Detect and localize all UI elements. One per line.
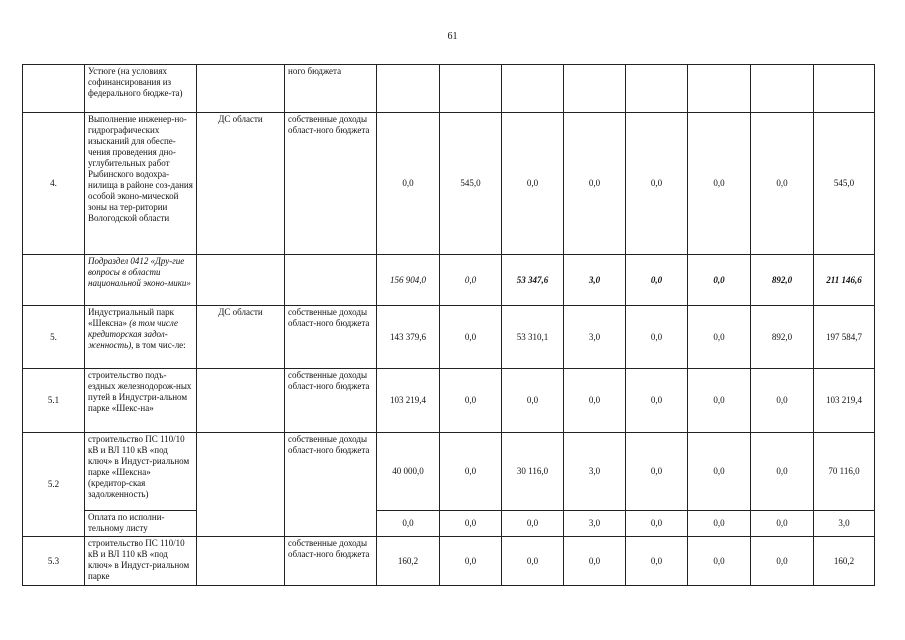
row-number-cell: 5.1 bbox=[23, 369, 85, 433]
value-cell: 53 310,1 bbox=[502, 306, 564, 369]
executor-cell bbox=[197, 369, 285, 433]
value-cell: 0,0 bbox=[564, 369, 626, 433]
value-cell bbox=[751, 65, 814, 113]
event-name-cell: строительство ПС 110/10 кВ и ВЛ 110 кВ «под ключ» в Индуст-риальном парке «Шексна» (кредитор-ская задолженность) bbox=[85, 433, 197, 511]
value-cell: 0,0 bbox=[440, 369, 502, 433]
value-cell: 0,0 bbox=[377, 113, 440, 255]
funding-source-cell: собственные доходы област-ного бюджета bbox=[285, 369, 377, 433]
executor-cell bbox=[197, 65, 285, 113]
value-cell: 40 000,0 bbox=[377, 433, 440, 511]
table-row bbox=[23, 113, 875, 255]
value-cell bbox=[688, 65, 751, 113]
row-number-cell: 5.3 bbox=[23, 537, 85, 586]
funding-source-cell: собственные доходы област-ного бюджета bbox=[285, 113, 377, 255]
value-cell: 0,0 bbox=[751, 511, 814, 537]
value-cell: 0,0 bbox=[626, 306, 688, 369]
value-cell: 160,2 bbox=[814, 537, 875, 586]
event-name-cell: Выполнение инженер-но-гидрографических изысканий для обеспе-чения проведения дно-углубительных работ Рыбинского водохра-нилища в районе соз-дания особой эконо-мической зоны на тер-ритории Вологодской области bbox=[85, 113, 197, 255]
value-cell: 0,0 bbox=[688, 306, 751, 369]
value-cell: 0,0 bbox=[502, 511, 564, 537]
value-cell bbox=[377, 65, 440, 113]
value-cell: 0,0 bbox=[626, 433, 688, 511]
table-row bbox=[23, 306, 875, 369]
value-cell bbox=[440, 65, 502, 113]
value-cell: 143 379,6 bbox=[377, 306, 440, 369]
value-cell bbox=[564, 65, 626, 113]
value-cell bbox=[502, 65, 564, 113]
value-cell: 3,0 bbox=[564, 306, 626, 369]
value-cell: 0,0 bbox=[502, 113, 564, 255]
value-cell: 0,0 bbox=[751, 433, 814, 511]
row-number-cell: 5. bbox=[23, 306, 85, 369]
value-cell: 0,0 bbox=[688, 511, 751, 537]
value-cell: 0,0 bbox=[440, 306, 502, 369]
value-cell: 103 219,4 bbox=[814, 369, 875, 433]
value-cell: 0,0 bbox=[688, 113, 751, 255]
value-cell: 0,0 bbox=[688, 369, 751, 433]
value-cell: 0,0 bbox=[626, 255, 688, 306]
table-row bbox=[23, 537, 875, 586]
budget-table bbox=[22, 64, 875, 586]
value-cell: 0,0 bbox=[688, 255, 751, 306]
value-cell: 545,0 bbox=[440, 113, 502, 255]
funding-source-cell bbox=[285, 255, 377, 306]
page-number: 61 bbox=[447, 31, 458, 42]
event-name-cell: строительство ПС 110/10 кВ и ВЛ 110 кВ «под ключ» в Индуст-риальном парке bbox=[85, 537, 197, 586]
value-cell: 103 219,4 bbox=[377, 369, 440, 433]
row-number-cell: 4. bbox=[23, 113, 85, 255]
executor-cell: ДС области bbox=[197, 306, 285, 369]
executor-cell: ДС области bbox=[197, 113, 285, 255]
table-row bbox=[23, 65, 875, 113]
value-cell: 211 146,6 bbox=[814, 255, 875, 306]
value-cell: 0,0 bbox=[440, 511, 502, 537]
value-cell: 0,0 bbox=[688, 537, 751, 586]
value-cell: 160,2 bbox=[377, 537, 440, 586]
row-number-cell bbox=[23, 65, 85, 113]
value-cell: 0,0 bbox=[440, 433, 502, 511]
value-cell: 0,0 bbox=[751, 537, 814, 586]
value-cell bbox=[626, 65, 688, 113]
value-cell: 156 904,0 bbox=[377, 255, 440, 306]
value-cell: 0,0 bbox=[626, 113, 688, 255]
value-cell: 0,0 bbox=[440, 255, 502, 306]
value-cell: 3,0 bbox=[564, 255, 626, 306]
event-name-cell: Устюге (на условиях софинансирования из федерального бюдже-та) bbox=[85, 65, 197, 113]
table-row bbox=[23, 511, 875, 537]
value-cell: 0,0 bbox=[564, 113, 626, 255]
value-cell: 197 584,7 bbox=[814, 306, 875, 369]
event-name-tail: , в том чис-ле: bbox=[131, 340, 186, 350]
value-cell: 3,0 bbox=[814, 511, 875, 537]
table-row bbox=[23, 433, 875, 511]
table-row bbox=[23, 255, 875, 306]
row-number-cell bbox=[23, 255, 85, 306]
value-cell: 0,0 bbox=[751, 369, 814, 433]
value-cell: 0,0 bbox=[377, 511, 440, 537]
executor-cell bbox=[197, 537, 285, 586]
subsection-title-cell: Подраздел 0412 «Дру-гие вопросы в области национальной эконо-мики» bbox=[85, 255, 197, 306]
event-name-cell bbox=[85, 306, 197, 369]
row-number-cell: 5.2 bbox=[23, 433, 85, 537]
value-cell: 0,0 bbox=[440, 537, 502, 586]
value-cell: 0,0 bbox=[751, 113, 814, 255]
value-cell: 0,0 bbox=[626, 537, 688, 586]
value-cell: 0,0 bbox=[626, 511, 688, 537]
value-cell: 0,0 bbox=[564, 537, 626, 586]
funding-source-cell: собственные доходы област-ного бюджета bbox=[285, 306, 377, 369]
value-cell: 892,0 bbox=[751, 306, 814, 369]
event-name-main: Индустриальный парк «Шексна» bbox=[88, 307, 175, 328]
event-name-note: (в том числе кредиторская задол-женность) bbox=[88, 318, 179, 350]
value-cell: 0,0 bbox=[502, 369, 564, 433]
value-cell: 70 116,0 bbox=[814, 433, 875, 511]
funding-source-cell: собственные доходы област-ного бюджета bbox=[285, 537, 377, 586]
event-name-cell: Оплата по исполни-тельному листу bbox=[85, 511, 197, 537]
value-cell: 3,0 bbox=[564, 433, 626, 511]
value-cell: 3,0 bbox=[564, 511, 626, 537]
value-cell: 892,0 bbox=[751, 255, 814, 306]
value-cell: 30 116,0 bbox=[502, 433, 564, 511]
executor-cell bbox=[197, 433, 285, 537]
value-cell: 0,0 bbox=[502, 537, 564, 586]
funding-source-cell: ного бюджета bbox=[285, 65, 377, 113]
value-cell: 53 347,6 bbox=[502, 255, 564, 306]
value-cell: 0,0 bbox=[626, 369, 688, 433]
value-cell: 545,0 bbox=[814, 113, 875, 255]
executor-cell bbox=[197, 255, 285, 306]
event-name-cell: строительство подъ-ездных железнодорож-ных путей в Индустри-альном парке «Шекс-на» bbox=[85, 369, 197, 433]
table-row bbox=[23, 369, 875, 433]
value-cell bbox=[814, 65, 875, 113]
funding-source-cell: собственные доходы област-ного бюджета bbox=[285, 433, 377, 537]
value-cell: 0,0 bbox=[688, 433, 751, 511]
